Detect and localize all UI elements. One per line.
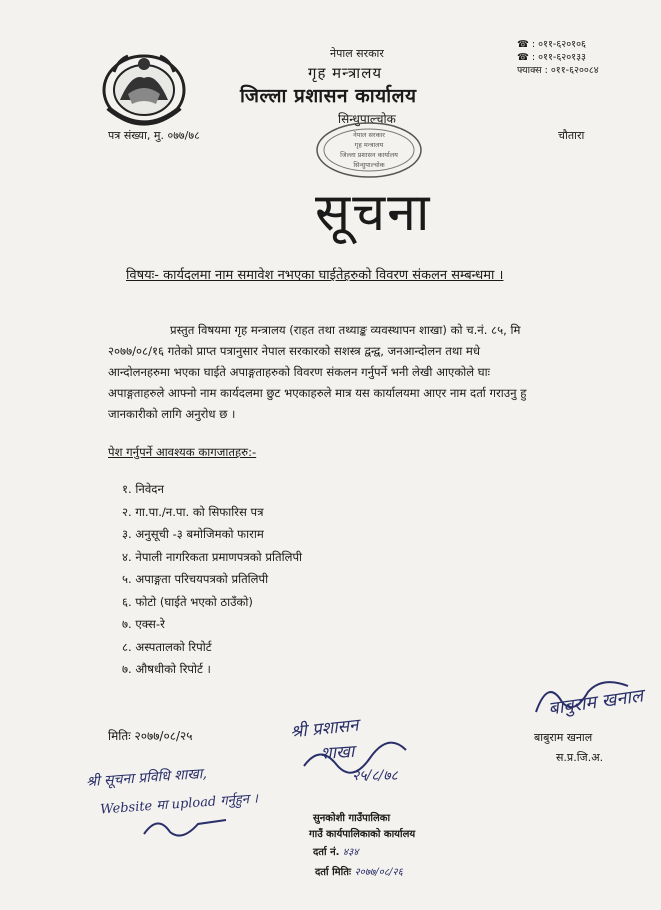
body-line: आन्दोलनहरुमा भएका घाईते अपाङ्गताहरुको विवरण संकलन गर्नुपर्ने भनी लेखी आएकोले घाः — [108, 365, 490, 379]
body-line: प्रस्तुत विषयमा गृह मन्त्रालय (राहत तथा तथ्याङ्क व्यवस्थापन शाखा) को च.नं. ८५, मि — [170, 323, 521, 337]
fax-line: फ्याक्स : ०११-६२००८४ — [517, 65, 599, 76]
contact-block — [517, 38, 599, 77]
subject-line: विषयः- कार्यदलमा नाम समावेश नभएका घाईतेहरुको विवरण संकलन सम्बन्धमा । — [126, 268, 504, 283]
notice-date: मितिः २०७७/०८/२५ — [108, 729, 193, 743]
body-paragraph — [108, 320, 661, 425]
place-name: चौतारा — [558, 129, 585, 142]
receipt-date: दर्ता मितिः २०७७/०८/२६ — [315, 867, 403, 878]
phone-line-2: ☎ : ०११-६२०१३३ — [517, 52, 586, 63]
officer-signature-scribble — [528, 672, 638, 722]
body-line: २०७७/०८/१६ गतेको प्राप्त पत्रानुसार नेपाल सरकारको सशस्त्र द्वन्द्व, जनआन्दोलन तथा मधे — [108, 344, 480, 358]
receipt-stamp-line-2: गाउँ कार्यपालिकाको कार्यालय — [309, 829, 416, 840]
officer-title: स.प्र.जि.अ. — [556, 751, 604, 764]
handwritten-note-line-1: श्री सूचना प्रविधि शाखा, — [85, 765, 208, 791]
notice-title: सूचना — [315, 183, 432, 243]
officer-name: बाबुराम खनाल — [534, 731, 593, 744]
district-name: सिन्धुपाल्चोक — [338, 112, 396, 126]
signature-scribble — [300, 740, 410, 774]
nepal-emblem-icon — [98, 42, 190, 130]
officer-signature: बाबुराम खनाल — [547, 685, 645, 720]
ministry-name: गृह मन्त्रालय — [308, 64, 383, 82]
list-item: २. गा.पा./न.पा. को सिफारिस पत्र — [122, 504, 264, 519]
seal-line-3: जिल्ला प्रशासन कार्यालय — [340, 151, 398, 159]
handwritten-forward-note-2: शाखा — [319, 741, 356, 765]
office-seal — [313, 120, 425, 180]
office-name: जिल्ला प्रशासन कार्यालय — [240, 85, 417, 107]
body-line: जानकारीको लागि अनुरोध छ । — [108, 407, 236, 421]
documents-list — [122, 478, 302, 681]
telephone-icon: ☎ — [517, 52, 529, 63]
seal-line-1: नेपाल सरकार — [353, 131, 385, 139]
government-name: नेपाल सरकार — [330, 47, 384, 60]
body-line: अपाङ्गताहरुले आफ्नो नाम कार्यदलमा छुट भएकाहरुले मात्र यस कार्यालयमा आएर नाम दर्ता गराउनु हु — [108, 386, 527, 400]
telephone-icon: ☎ — [517, 39, 529, 50]
receipt-number: दर्ता नं. ४३४ — [313, 847, 359, 858]
receipt-stamp — [305, 808, 483, 890]
handwritten-note-line-2: Website मा upload गर्नुहुन । — [99, 791, 259, 818]
list-item: ८. अस्पतालको रिपोर्ट — [122, 639, 212, 654]
handwritten-forward-note: श्री प्रशासन — [289, 715, 360, 743]
handwritten-date: २५/८/७८ — [352, 768, 398, 784]
list-item: ६. फोटो (घाईते भएको ठाउँको) — [122, 594, 253, 609]
list-item: ७. औषधीको रिपोर्ट । — [122, 662, 211, 676]
seal-line-2: गृह मन्त्रालय — [354, 141, 384, 149]
list-item: १. निवेदन — [122, 482, 164, 496]
list-item: ३. अनुसूची -३ बमोजिमको फाराम — [122, 527, 264, 541]
phone-line-1: ☎ : ०११-६२०१०६ — [517, 39, 586, 50]
initials-scribble — [140, 812, 230, 842]
list-item: ७. एक्स-रे — [122, 617, 165, 631]
seal-line-4: सिन्धुपाल्चोक — [353, 161, 385, 169]
list-item: ५. अपाङ्गता परिचयपत्रको प्रतिलिपी — [122, 572, 269, 586]
reference-number: पत्र संख्या, मु. ०७७/७८ — [108, 129, 200, 142]
list-item: ४. नेपाली नागरिकता प्रमाणपत्रको प्रतिलिपी — [122, 549, 303, 564]
documents-heading: पेश गर्नुपर्ने आवश्यक कागजातहरु:- — [108, 445, 257, 459]
receipt-stamp-line-1: सुनकोशी गाउँपालिका — [313, 813, 391, 824]
